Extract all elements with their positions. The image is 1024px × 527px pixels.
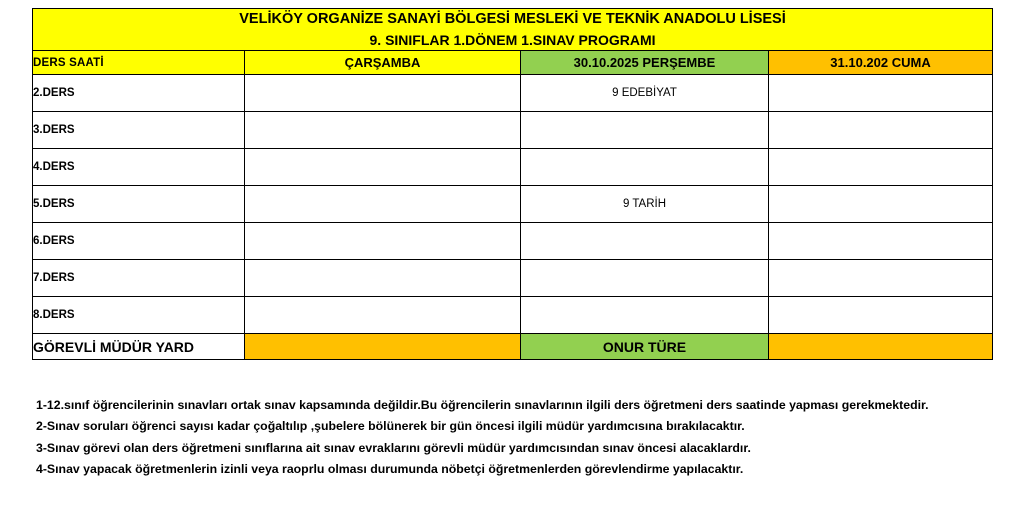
- header-ders-saati: DERS SAATİ: [33, 51, 245, 75]
- table-row: [33, 223, 993, 260]
- lesson-label: 2.DERS: [33, 75, 245, 112]
- header-cuma: 31.10.202 CUMA: [769, 51, 993, 75]
- duty-officer-row: [33, 334, 993, 360]
- duty-officer-label: GÖREVLİ MÜDÜR YARD: [33, 334, 245, 360]
- cell-persembe: [521, 260, 769, 297]
- cell-carsamba: [245, 297, 521, 334]
- title-row: [33, 9, 993, 51]
- header-persembe: 30.10.2025 PERŞEMBE: [521, 51, 769, 75]
- cell-persembe: 9 TARİH: [521, 186, 769, 223]
- lesson-label: 7.DERS: [33, 260, 245, 297]
- cell-cuma: [769, 260, 993, 297]
- document-title-cell: [33, 9, 993, 51]
- cell-persembe: [521, 112, 769, 149]
- lesson-label: 6.DERS: [33, 223, 245, 260]
- cell-carsamba: [245, 186, 521, 223]
- cell-cuma: [769, 297, 993, 334]
- cell-persembe: [521, 223, 769, 260]
- cell-cuma: [769, 112, 993, 149]
- lesson-label: 8.DERS: [33, 297, 245, 334]
- cell-carsamba: [245, 149, 521, 186]
- cell-persembe: [521, 149, 769, 186]
- note-3: 3-Sınav görevi olan ders öğretmeni sınıflarına ait sınav evraklarını görevli müdür yardımcısından sınav öncesi alacaklardır.: [36, 440, 751, 455]
- table-header-row: [33, 51, 993, 75]
- table-row: [33, 260, 993, 297]
- cell-carsamba: [245, 75, 521, 112]
- note-1: 1-12.sınıf öğrencilerinin sınavları ortak sınav kapsamında değildir.Bu öğrencilerin sınavlarının ilgili ders öğretmeni ders saatinde yapması gerekmektedir.: [36, 398, 929, 412]
- notes-block: [36, 398, 986, 483]
- table-row: [33, 297, 993, 334]
- duty-officer-cuma: [769, 334, 993, 360]
- page-title: VELİKÖY ORGANİZE SANAYİ BÖLGESİ MESLEKİ VE TEKNİK ANADOLU LİSESİ: [239, 11, 786, 27]
- table-row: [33, 75, 993, 112]
- table-row: [33, 186, 993, 223]
- duty-officer-persembe: ONUR TÜRE: [521, 334, 769, 360]
- cell-carsamba: [245, 112, 521, 149]
- cell-cuma: [769, 149, 993, 186]
- table-row: [33, 149, 993, 186]
- cell-persembe: [521, 297, 769, 334]
- lesson-label: 5.DERS: [33, 186, 245, 223]
- page-subtitle: 9. SINIFLAR 1.DÖNEM 1.SINAV PROGRAMI: [369, 32, 656, 49]
- duty-officer-carsamba: [245, 334, 521, 360]
- cell-carsamba: [245, 260, 521, 297]
- note-2: 2-Sınav soruları öğrenci sayısı kadar çoğaltılıp ,şubelere bölünerek bir gün öncesi ilgili müdür yardımcısına bırakılacaktır.: [36, 419, 745, 434]
- note-4: 4-Sınav yapacak öğretmenlerin izinli veya raoprlu olması durumunda nöbetçi öğretmenlerden görevlendirme yapılacaktır.: [36, 462, 744, 477]
- cell-cuma: [769, 186, 993, 223]
- cell-carsamba: [245, 223, 521, 260]
- cell-cuma: [769, 75, 993, 112]
- cell-persembe: 9 EDEBİYAT: [521, 75, 769, 112]
- exam-schedule-table: [32, 8, 993, 360]
- exam-schedule-sheet: [32, 8, 992, 360]
- table-row: [33, 112, 993, 149]
- cell-cuma: [769, 223, 993, 260]
- lesson-label: 4.DERS: [33, 149, 245, 186]
- header-carsamba: ÇARŞAMBA: [245, 51, 521, 75]
- lesson-label: 3.DERS: [33, 112, 245, 149]
